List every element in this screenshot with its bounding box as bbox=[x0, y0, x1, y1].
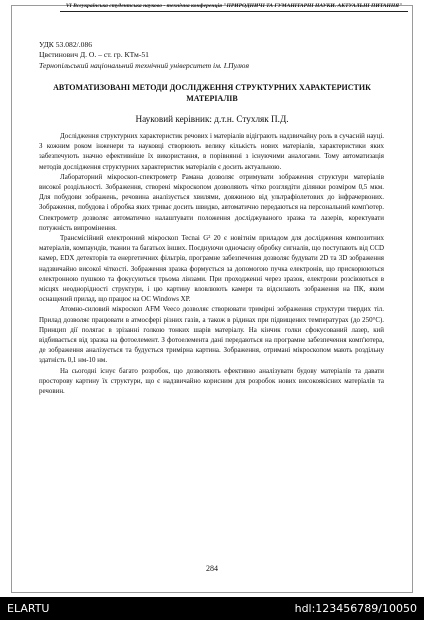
paper-body bbox=[39, 131, 384, 396]
author-line: Цвєтинович Д. О. – ст. гр. КТм-51 bbox=[39, 50, 149, 59]
repository-label: ELARTU bbox=[7, 602, 50, 615]
paragraph-2: Лабораторний мікроскоп-спектрометр Рамана дозволяє отримувати зображення структури матеріалів високої роздільності. Зображення, створені мікроскопом дозволяють чітко розглядіти ділянки розміром 0,5 мкм. Для побудови зображень, речовина аналізується хвилями, довжиною від ультрафіолетових до інфрачервоних. Зображення, побудова і обробка яких триває досить швидко, автоматично передаються на персональний комп'ютер. Спектрометр дозволяє автоматично налаштувати положення досліджуваного зразка та лазерів, коректувати потужність випромінення. bbox=[39, 172, 384, 232]
viewer-footer-bar bbox=[0, 597, 424, 620]
conference-header: VI Всеукраїнська студентська науково - технічна конференція "ПРИРОДНИЧІ ТА ГУМАНІТАРНІ НАУКИ. АКТУАЛЬНІ ПИТАННЯ" bbox=[60, 3, 408, 12]
paper-title: АВТОМАТИЗОВАНІ МЕТОДИ ДОСЛІДЖЕННЯ СТРУКТУРНИХ ХАРАКТЕРИСТИК МАТЕРІАЛІВ bbox=[53, 83, 371, 103]
paragraph-5: На сьогодні існує багато розробок, що дозволяють ефективно аналізувати будову матеріалів та давати просторову картину їх структури, що є надзвичайно корисним для розробок нових високоякісних матеріалів та речовин. bbox=[39, 366, 384, 396]
paragraph-3: Трансмісійний електронний мікроскоп Tecnai G² 20 є новітнім приладом для дослідження композитних матеріалів, компаундів, тканин та багатьох інших. Поєднуючи одночасну обробку сигналів, що поступають від CCD камер, EDX детекторів та енергетичних фільтрів, програмне забезпечення дозволяє будувати 2D та 3D зображення надзвичайно високої чіткості. Зображення зразка формується за допомогою пучка електронів, що прискорюються електронною пушкою та фокусуються трьома лінзами. При проходженні через зразок, електрони розсіюються в місцях неоднорідності структури, і цю картину вловлюють камери та відсилають зображення на ПК, яким оснащений прилад, що працює на ОС Windows XP. bbox=[39, 234, 384, 304]
affiliation-line: Тернопільський національний технічний університет ім. І.Пулюя bbox=[39, 61, 250, 70]
paragraph-4: Атомно-силовий мікроскоп AFM Veeco дозволяє створювати тримірні зображення структури твердих тіл. Прилад дозволяє працювати в атмосфері різних газів, а також в рідинах при підвищених температурах (до 250°С). Принцип дії полягає в зрізанні голкою тонких шарів матеріалу. На кінчик голки сфокусований лазер, кий відбивається від зразка на фотоелемент. З фотоелемента дані передаються на програмне забезпечення комп'ютера, де зображення аналізується та будується тримірна картина. Зображення, отримані мікроскопом мають роздільну здатність 0,1 нм-10 нм. bbox=[39, 305, 384, 365]
handle-id: hdl:123456789/10050 bbox=[294, 602, 417, 615]
page-number: 284 bbox=[206, 564, 218, 573]
paragraph-1: Дослідження структурних характеристик речових і матеріалів відіграють надзвичайну роль в сучасній науці. З кожним роком інженери та науковці створюють велику кількість нових матеріалів, характеристики яких забезпечують значно ефективніше їх використання, в порівнянні з існуючими аналогами. Тому автоматизація методів дослідження структурних характеристик матеріалів є досить актуальною. bbox=[39, 132, 384, 171]
udk-code: УДК 53.082/.086 bbox=[39, 40, 93, 49]
supervisor-line: Науковий керівник: д.т.н. Стухляк П.Д. bbox=[135, 114, 289, 124]
